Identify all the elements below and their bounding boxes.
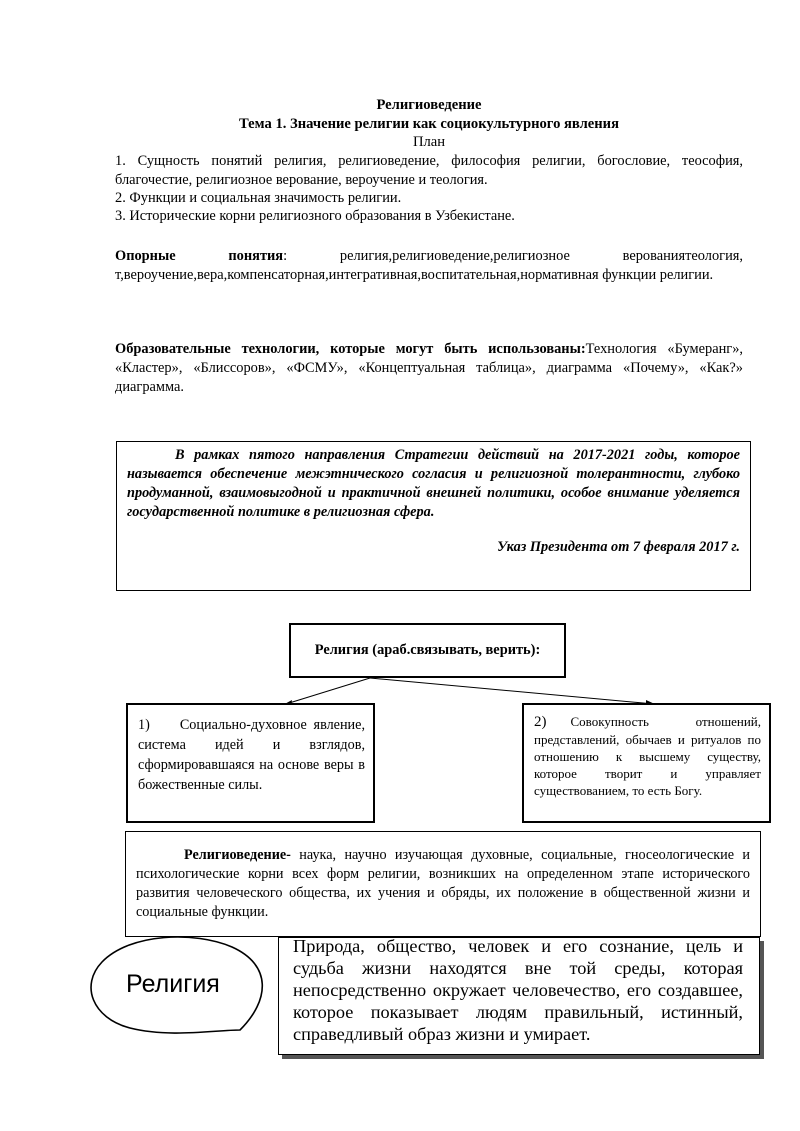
bubble-label: Религия (126, 970, 220, 998)
religion-studies-term: Религиоведение- (184, 847, 291, 863)
definition-left-num: 1) (138, 717, 150, 733)
plan-label: План (412, 134, 446, 150)
plan-item-2: 2. Функции и социальная значимость религии. (115, 190, 402, 206)
definition-right-body: Совокупность отношений, представлений, обычаев и ритуалов по отношению к высшему существу, которое творит и управляет существованием, то есть Богу. (534, 714, 761, 798)
definition-left-body: Социально-духовное явление, система идей и взглядов, сформировавшаяся на основе веры в божественные силы. (138, 717, 365, 793)
religion-root-label: Религия (араб.связывать, верить): (314, 642, 541, 658)
strategy-quote-text: В рамках пятого направления Стратегии действий на 2017-2021 годы, которое называется обеспечение межэтнического согласия и религиозной толерантности, глубоко продуманной, взаимовыгодной и практичной внешней политики, особое внимание уделяется государственной политике в религиозная сфера. (127, 447, 740, 520)
plan-item-1: 1. Сущность понятий религия, религиоведение, философия религии, богословие, теософия, благочестие, религиозное верование, вероучение и теология. (115, 153, 743, 188)
key-concepts-label: Опорные понятия (115, 248, 284, 264)
key-concepts-text: : религия,религиоведение,религиозное верованиятеология, т,вероучение,вера,компенсаторная,интегративная,воспитательная,нормативная функции религии. (115, 248, 743, 283)
strategy-quote-source: Указ Президента от 7 февраля 2017 г. (497, 539, 740, 555)
definition-right-num: 2) (534, 714, 547, 730)
bubble-text: Природа, общество, человек и его сознание, цель и судьба жизни находятся вне той среды, которая непосредственно окружает человечество, его создавшее, которое показывает людям правильный, истинный, справедливый образ жизни и умирает. (293, 936, 743, 1044)
technologies-label: Образовательные технологии, которые могут быть использованы: (115, 341, 586, 357)
religion-studies-body: наука, научно изучающая духовные, социальные, гносеологические и психологические корни всех форм религии, возникших на определенном этапе исторического развития человеческого общества, их учения и обряды, их положение в общественной жизни и социальные функции. (136, 847, 750, 920)
page-title: Религиоведение (376, 97, 482, 113)
topic-title: Тема 1. Значение религии как социокультурного явления (239, 116, 619, 132)
plan-item-3: 3. Исторические корни религиозного образования в Узбекистане. (115, 208, 515, 224)
bubble-text-box (278, 937, 760, 1055)
technologies-text: Технология «Бумеранг», «Кластер», «Блиссоров», «ФСМУ», «Концептуальная таблица», диаграмма «Почему», «Как?» диаграмма. (115, 341, 743, 395)
